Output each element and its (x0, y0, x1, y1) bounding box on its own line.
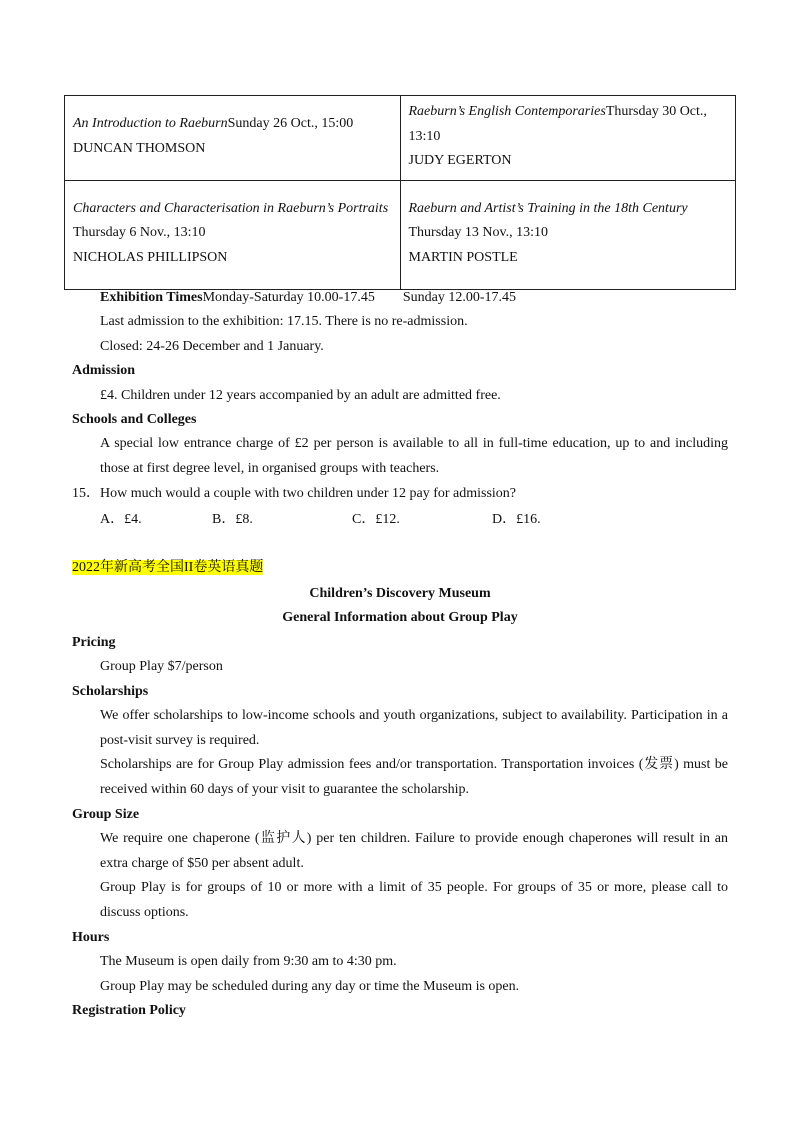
group-size-paragraph-2: Group Play is for groups of 10 or more with a limit of 35 people. For groups of 35 or more, please call to discuss options. (100, 880, 728, 920)
group-size-paragraph-1: We require one chaperone (监护人) per ten children. Failure to provide enough chaperones will result in an extra charge of $50 per absent adult. (100, 831, 728, 871)
scholarships-paragraph-2: Scholarships are for Group Play admission fees and/or transportation. Transportation invoices (发票) must be received within 60 days of your visit to guarantee the scholarship. (100, 757, 728, 797)
table-row (65, 96, 736, 181)
lecture-cell (65, 180, 401, 289)
museum-title: Children’s Discovery Museum (309, 586, 491, 601)
lecture-title: An Introduction to Raeburn (73, 116, 228, 132)
hours-heading: Hours (72, 930, 110, 945)
closed-dates: Closed: 24-26 December and 1 January. (100, 339, 324, 354)
lecture-title: Raeburn’s English Contemporaries (408, 104, 606, 119)
lecture-date: Thursday 30 Oct., 13:10 (408, 104, 707, 144)
exhibition-weekday: Monday-Saturday 10.00-17.45 (202, 290, 375, 305)
option-b: B．£8. (212, 512, 253, 527)
highlighted-exam-label: 2022年新高考全国II卷英语真题 (72, 560, 264, 575)
option-d: D．£16. (492, 512, 541, 527)
lecture-speaker: JUDY EGERTON (408, 153, 512, 168)
hours-paragraph-2: Group Play may be scheduled during any day or time the Museum is open. (100, 979, 520, 994)
lecture-speaker: MARTIN POSTLE (408, 249, 518, 265)
lecture-date: Thursday 13 Nov., 13:10 (408, 225, 548, 241)
pricing-text: Group Play $7/person (100, 659, 223, 674)
schools-heading: Schools and Colleges (72, 412, 197, 427)
scholarships-heading: Scholarships (72, 684, 149, 699)
option-a: A．£4. (100, 512, 142, 527)
exhibition-sunday: Sunday 12.00-17.45 (402, 290, 517, 305)
lecture-cell (400, 96, 736, 181)
lecture-title: Characters and Characterisation in Raeburn’s Portraits (73, 200, 389, 216)
lecture-speaker: DUNCAN THOMSON (73, 140, 206, 156)
last-admission: Last admission to the exhibition: 17.15. There is no re-admission. (100, 314, 468, 329)
scholarships-paragraph-1: We offer scholarships to low-income schools and youth organizations, subject to availability. Participation in a post-visit survey is required. (100, 708, 728, 748)
pricing-heading: Pricing (72, 635, 116, 650)
lecture-speaker: NICHOLAS PHILLIPSON (73, 249, 228, 265)
option-c: C．£12. (352, 512, 400, 527)
hours-paragraph-1: The Museum is open daily from 9:30 am to 4:30 pm. (100, 954, 397, 969)
admission-heading: Admission (72, 363, 136, 378)
admission-text: £4. Children under 12 years accompanied by an adult are admitted free. (100, 388, 501, 403)
lecture-cell (65, 96, 401, 181)
group-size-heading: Group Size (72, 807, 140, 822)
registration-heading: Registration Policy (72, 1003, 186, 1018)
question-text: 15．How much would a couple with two children under 12 pay for admission? (72, 486, 517, 501)
lecture-date: Sunday 26 Oct., 15:00 (227, 116, 354, 132)
exam-label (72, 558, 263, 578)
exhibition-times-label: Exhibition Times (100, 290, 203, 305)
schools-text: A special low entrance charge of £2 per person is available to all in full-time education, up to and including those at first degree level, in organised groups with teachers. (100, 436, 728, 476)
exhibition-times (100, 288, 516, 308)
table-row (65, 180, 736, 289)
lecture-cell (400, 180, 736, 289)
lecture-date: Thursday 6 Nov., 13:10 (73, 225, 206, 241)
lecture-title: Raeburn and Artist’s Training in the 18th Century (408, 200, 688, 216)
lecture-table (64, 95, 736, 290)
museum-subtitle: General Information about Group Play (282, 610, 518, 625)
